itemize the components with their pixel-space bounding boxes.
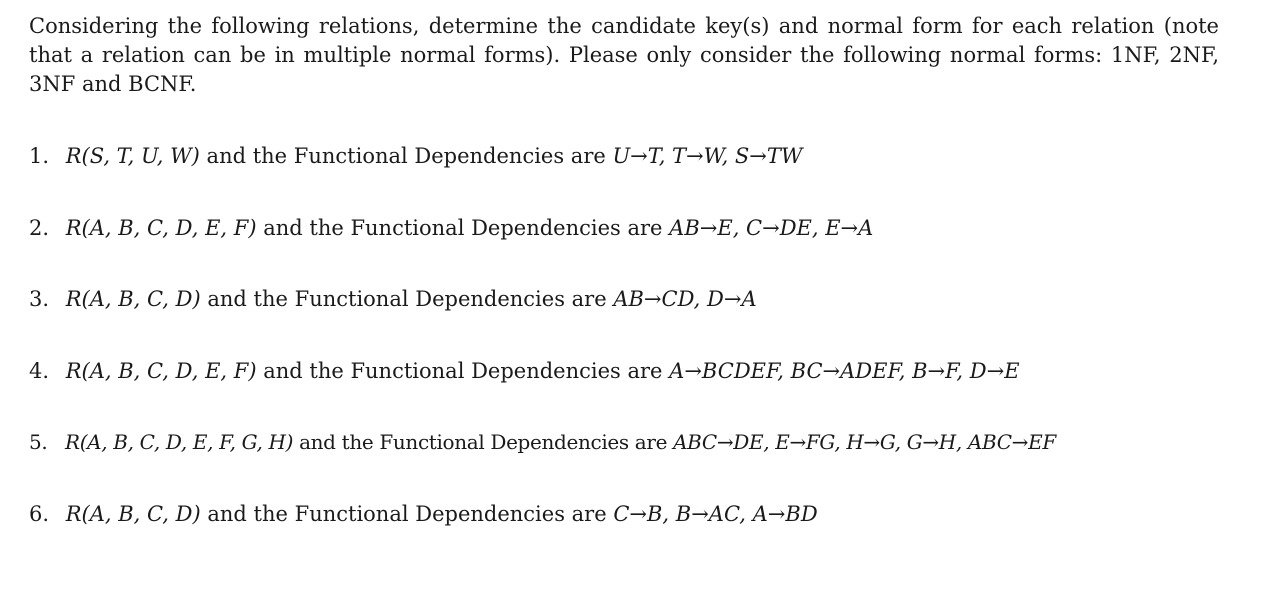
problem-item-5	[29, 428, 1056, 456]
relation-schema: R(A, B, C, D, E, F)	[65, 359, 257, 383]
connector-text: and the Functional Dependencies are	[207, 287, 607, 311]
problem-number: 5.	[29, 430, 48, 454]
relation-schema: R(S, T, U, W)	[65, 144, 200, 168]
problem-number: 1.	[29, 144, 50, 168]
problem-number: 3.	[29, 287, 50, 311]
functional-dependencies: ABC→DE, E→FG, H→G, G→H, ABC→EF	[673, 430, 1056, 454]
connector-text: and the Functional Dependencies are	[263, 216, 663, 240]
functional-dependencies: AB→E, C→DE, E→A	[669, 216, 874, 240]
problem-item-4	[29, 357, 1020, 385]
problem-item-1	[29, 142, 803, 170]
relation-schema: R(A, B, C, D, E, F)	[65, 216, 257, 240]
connector-text: and the Functional Dependencies are	[207, 502, 607, 526]
instructions-paragraph: Considering the following relations, determine the candidate key(s) and normal form for each relation (note that a relation can be in multiple normal forms). Please only consider the following normal forms: 1NF, 2NF, 3NF and BCNF.	[29, 14, 1219, 96]
connector-text: and the Functional Dependencies are	[263, 359, 663, 383]
functional-dependencies: C→B, B→AC, A→BD	[613, 502, 818, 526]
problem-number: 4.	[29, 359, 50, 383]
connector-text: and the Functional Dependencies are	[206, 144, 606, 168]
functional-dependencies: A→BCDEF, BC→ADEF, B→F, D→E	[669, 359, 1020, 383]
problem-number: 2.	[29, 216, 50, 240]
problem-item-2	[29, 214, 873, 242]
problem-number: 6.	[29, 502, 50, 526]
problem-item-6	[29, 500, 818, 528]
functional-dependencies: AB→CD, D→A	[613, 287, 757, 311]
relation-schema: R(A, B, C, D, E, F, G, H)	[65, 430, 294, 454]
problem-item-3	[29, 285, 757, 313]
relation-schema: R(A, B, C, D)	[65, 502, 201, 526]
functional-dependencies: U→T, T→W, S→TW	[612, 144, 803, 168]
connector-text: and the Functional Dependencies are	[299, 430, 668, 454]
relation-schema: R(A, B, C, D)	[65, 287, 201, 311]
